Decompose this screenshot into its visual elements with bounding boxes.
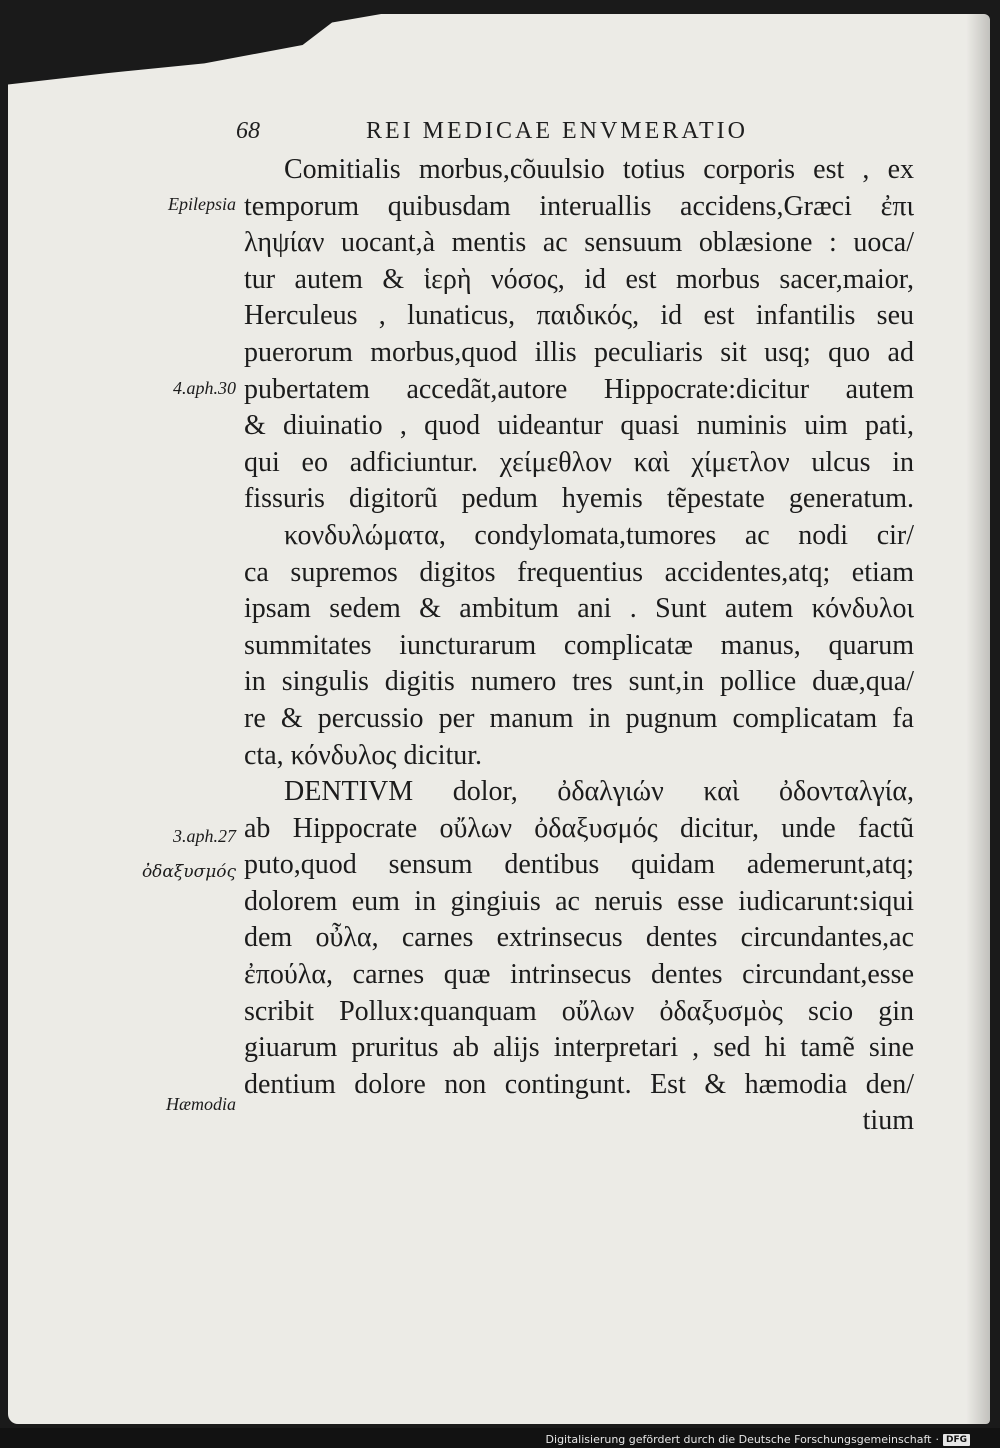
margin-note-aphorism-3-27: 3.aph.27	[173, 826, 236, 846]
text-line: temporum quibusdam interuallis accidens,Græci ἐπι	[244, 190, 914, 222]
text-line: ληψίαν uocant,à mentis ac sensuum oblæsione : uoca/	[244, 227, 914, 259]
running-head-title: REI MEDICAE ENVMERATIO	[366, 118, 748, 144]
body-text	[244, 152, 914, 1140]
text-line: scribit Pollux:quanquam οὔλων ὀδαξυσμὸς scio gin	[244, 995, 914, 1027]
text-line: pubertatem accedãt,autore Hippocrate:dicitur autem	[244, 373, 914, 405]
text-line: tur autem & ἱερὴ νόσος, id est morbus sacer,maior,	[244, 263, 914, 295]
page-gutter-shadow	[966, 14, 990, 1424]
text-line: ἐπούλα, carnes quæ intrinsecus dentes circundant,esse	[244, 959, 914, 991]
text-line: puerorum morbus,quod illis peculiaris sit usq; quo ad	[244, 336, 914, 368]
dfg-logo: DFG	[943, 1434, 970, 1446]
text-line: Herculeus , lunaticus, παιδικός, id est infantilis seu	[244, 300, 914, 332]
text-line: & diuinatio , quod uideantur quasi numinis uim pati,	[244, 410, 914, 442]
margin-note-aphorism-4-30: 4.aph.30	[173, 378, 236, 398]
margin-note-epilepsia: Epilepsia	[168, 194, 236, 214]
text-line: fissuris digitorũ pedum hyemis tẽpestate generatum.	[244, 483, 914, 515]
catchword: tium	[862, 1105, 914, 1137]
text-line: ipsam sedem & ambitum ani . Sunt autem κόνδυλοι	[244, 593, 914, 625]
digitization-credit: Digitalisierung gefördert durch die Deutsche Forschungsgemeinschaft · DFG	[546, 1433, 970, 1446]
text-line: qui eo adficiuntur. χείμεθλον καὶ χίμετλον ulcus in	[244, 446, 914, 478]
text-line: cta, κόνδυλος dicitur.	[244, 739, 483, 771]
text-line: in singulis digitis numero tres sunt,in pollice duæ,qua/	[244, 666, 914, 698]
credit-text: Digitalisierung gefördert durch die Deutsche Forschungsgemeinschaft	[545, 1433, 932, 1446]
margin-note-haemodia: Hæmodia	[165, 1094, 236, 1114]
text-line: summitates iuncturarum complicatæ manus, quarum	[244, 629, 914, 661]
text-line: DENTIVM dolor, ὀδαλγιών καὶ ὀδονταλγία,	[284, 776, 914, 808]
text-line: ca supremos digitos frequentius accidentes,atq; etiam	[244, 556, 914, 588]
text-line: re & percussio per manum in pugnum complicatam fa	[244, 702, 914, 734]
text-line: κονδυλώματα, condylomata,tumores ac nodi cir/	[284, 519, 914, 551]
text-line: dentium dolore non contingunt. Est & hæmodia den/	[244, 1068, 914, 1100]
text-line: dem οὖλα, carnes extrinsecus dentes circundantes,ac	[244, 922, 914, 954]
margin-note-odaxysmos: ὀδαξυσμός	[141, 862, 236, 882]
text-line: puto,quod sensum dentibus quidam ademerunt,atq;	[244, 849, 914, 881]
page-number: 68	[236, 118, 260, 144]
text-line: dolorem eum in gingiuis ac neruis esse iudicarunt:siqui	[244, 885, 914, 917]
text-line: ab Hippocrate οὔλων ὀδαξυσμός dicitur, unde factũ	[244, 812, 914, 844]
text-line: Comitialis morbus,cõuulsio totius corporis est , ex	[284, 154, 914, 185]
text-line: giuarum pruritus ab alijs interpretari , sed hi tamẽ sine	[244, 1032, 914, 1064]
